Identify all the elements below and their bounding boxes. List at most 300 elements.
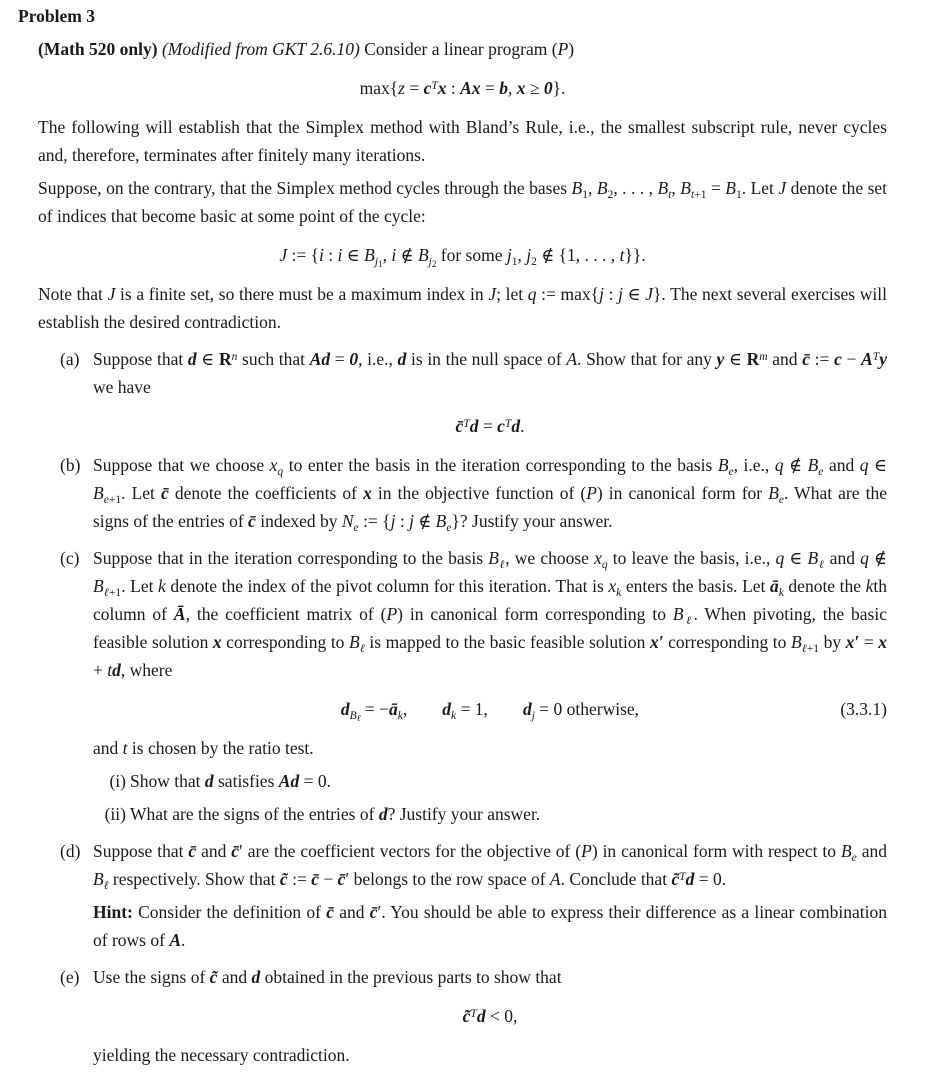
text-run: ∉ — [783, 455, 808, 475]
text-run: , we choose — [505, 548, 595, 568]
text-run: ) in canonical form with respect to — [591, 841, 841, 861]
text-run: P — [586, 483, 597, 503]
text-run: = 0. — [694, 869, 727, 889]
text-run: x — [212, 632, 222, 652]
text-run: x′ — [845, 632, 860, 652]
text-run: c̄ — [248, 511, 256, 531]
text-run: for some — [436, 245, 507, 265]
text-run: ∈ — [724, 349, 747, 369]
text-run: B — [768, 483, 779, 503]
text-run: t — [668, 188, 672, 201]
text-run: j — [618, 284, 623, 304]
text-run: d — [378, 804, 388, 824]
text-run: . Let — [121, 576, 159, 596]
text-run: q — [774, 455, 784, 475]
text-run: j — [374, 255, 379, 268]
text-run: k — [158, 576, 166, 596]
text-run: }}. — [624, 245, 646, 265]
item-continuation — [38, 1041, 887, 1069]
text-run: Use the signs of — [93, 967, 210, 987]
text-run: ∈ — [342, 245, 365, 265]
text-run: to enter the basis in the iteration corresponding to the basis — [283, 455, 718, 475]
text-run: }? Justify your answer. — [451, 511, 613, 531]
text-run: c̄ — [369, 902, 378, 922]
list-item-e — [38, 963, 887, 991]
text-run: denote the set of indices that become basic at some point of the cycle: — [38, 178, 888, 226]
text-run: j — [531, 709, 535, 722]
text-run: , — [588, 178, 597, 198]
display-equation — [38, 241, 887, 269]
text-run: x — [594, 548, 602, 568]
paragraph — [38, 174, 887, 230]
text-run: z — [398, 78, 405, 98]
text-run: J — [488, 284, 497, 304]
text-run: e — [353, 521, 359, 534]
text-run: := { — [358, 511, 391, 531]
text-run: 2 — [431, 258, 437, 269]
text-run: J — [279, 245, 288, 265]
text-run: ℓ — [818, 558, 825, 571]
text-run: R — [746, 349, 760, 369]
text-run: What are the signs of the entries of — [130, 804, 379, 824]
text-run: Consider a linear program ( — [364, 39, 558, 59]
text-run: q — [527, 284, 537, 304]
paragraph — [38, 280, 887, 336]
item-label: (b) — [60, 455, 81, 475]
text-run: Show that — [130, 771, 205, 791]
text-run: ∉ — [396, 245, 418, 265]
text-run: = 0. — [299, 771, 331, 791]
text-run: t — [122, 738, 128, 758]
text-run: . — [181, 930, 186, 950]
list-subitem-i — [38, 767, 887, 795]
text-run: , — [402, 699, 443, 719]
text-run: B — [807, 455, 819, 475]
text-run: j — [506, 245, 512, 265]
text-run: ) in canonical form corresponding to — [397, 604, 673, 624]
text-run: e — [778, 493, 785, 506]
text-run: denote the index of the pivot column for this iteration. That is — [165, 576, 609, 596]
text-run: = — [859, 632, 879, 652]
item-label: (i) — [109, 771, 126, 791]
text-run: A — [861, 349, 873, 369]
item-label: (c) — [60, 548, 80, 568]
text-run: e — [728, 465, 734, 478]
text-run: , . . . , — [613, 178, 658, 198]
text-run: +1 — [694, 188, 707, 201]
text-run: c̄ — [188, 841, 197, 861]
list-item-a — [38, 345, 887, 401]
text-run: B — [435, 511, 447, 531]
text-run: T — [872, 351, 880, 364]
text-run: Ax — [460, 78, 481, 98]
text-run: ; let — [496, 284, 528, 304]
text-run: i — [319, 245, 324, 265]
text-run: P — [581, 841, 592, 861]
text-run: + — [93, 660, 108, 680]
text-run: x′ — [649, 632, 664, 652]
text-run: y — [716, 349, 725, 369]
text-run: c̄ — [455, 416, 464, 436]
text-run: . Conclude that — [560, 869, 672, 889]
text-run: c̄ — [231, 841, 240, 861]
text-run: (Math 520 only) — [38, 39, 162, 59]
text-run: Hint: — [93, 902, 139, 922]
text-run: B — [680, 178, 691, 198]
text-run: ∈ — [196, 349, 219, 369]
text-run: B — [571, 178, 583, 198]
text-run: B — [364, 245, 375, 265]
list-item-c — [38, 544, 887, 684]
text-run: is in the null space of — [406, 349, 567, 369]
text-run: B — [717, 455, 729, 475]
text-run: . — [520, 416, 525, 436]
text-run: := { — [287, 245, 320, 265]
text-run: d — [442, 699, 452, 719]
text-run: max{ — [359, 78, 399, 98]
text-run: := — [287, 869, 312, 889]
text-run: , i.e., — [358, 349, 398, 369]
text-run: ′ belongs to the row space of — [345, 869, 550, 889]
text-run: such that — [237, 349, 310, 369]
text-run: j — [409, 511, 414, 531]
text-run: ℓ — [103, 586, 109, 599]
text-run: th column of — [93, 576, 887, 624]
text-run: 1 — [582, 188, 588, 201]
text-run: and — [217, 967, 252, 987]
text-run: q — [860, 548, 869, 568]
text-run: A — [549, 869, 561, 889]
text-run: c̄ — [161, 483, 169, 503]
text-run: ) — [568, 39, 575, 59]
text-run: c̃ — [209, 967, 218, 987]
text-run: c̃ — [279, 869, 288, 889]
text-run: 0 — [543, 78, 553, 98]
text-run: ∈ — [622, 284, 646, 304]
text-run: c̄ — [326, 902, 334, 922]
text-run: B — [840, 841, 852, 861]
text-run: c̄ — [802, 349, 810, 369]
text-run: B — [93, 869, 104, 889]
text-run: ℓ — [356, 712, 361, 723]
text-run: y — [879, 349, 887, 369]
text-run: Suppose that — [93, 349, 188, 369]
text-run: B — [672, 604, 684, 624]
item-label: (a) — [60, 349, 80, 369]
text-run: x — [608, 576, 617, 596]
text-run: = 0 otherwise, — [534, 699, 640, 719]
text-run: ℓ — [801, 642, 807, 655]
text-run: J — [778, 178, 787, 198]
text-run: corresponding to — [221, 632, 349, 652]
text-run: Ad — [309, 349, 331, 369]
text-run: k — [778, 586, 784, 599]
text-run: 1 — [378, 258, 383, 269]
text-run: Consider the definition of — [138, 902, 327, 922]
text-run: x — [363, 483, 372, 503]
text-run: : — [603, 284, 619, 304]
text-run: d — [522, 699, 532, 719]
text-run: P — [557, 39, 569, 59]
text-run: c — [497, 416, 505, 436]
item-label: (d) — [60, 841, 81, 861]
text-run: d — [476, 1006, 486, 1026]
text-run: − — [318, 869, 338, 889]
text-run: P — [386, 604, 398, 624]
text-run: 1 — [735, 188, 742, 201]
text-run: d — [187, 349, 197, 369]
text-run: q — [601, 558, 608, 571]
text-run: 2 — [607, 188, 614, 201]
text-run: R — [218, 349, 232, 369]
text-run: = − — [360, 699, 390, 719]
text-run: = 1, — [456, 699, 523, 719]
text-run: , i.e., — [733, 455, 775, 475]
text-run: 1 — [511, 255, 518, 268]
text-run: +1 — [108, 586, 122, 599]
text-run: satisfies — [213, 771, 279, 791]
text-run: k — [865, 576, 874, 596]
text-run: 2 — [531, 255, 537, 268]
text-run: A — [566, 349, 578, 369]
text-run: and — [823, 455, 860, 475]
text-run: B — [596, 178, 608, 198]
text-run: ā — [389, 699, 398, 719]
text-run: ℓ — [359, 642, 365, 655]
text-run: : — [323, 245, 338, 265]
text-run: T — [470, 1008, 477, 1021]
text-run: x — [878, 632, 888, 652]
text-run: and — [334, 902, 370, 922]
text-run: ℓ — [683, 614, 694, 627]
text-run: = — [706, 178, 726, 198]
text-run: = — [480, 78, 500, 98]
text-run: +1 — [108, 493, 122, 506]
text-run: and — [196, 841, 232, 861]
text-run: i — [391, 245, 397, 265]
text-run: , — [382, 245, 392, 265]
display-equation — [93, 695, 887, 723]
display-equation — [93, 412, 887, 440]
text-run: . When pivoting, the basic feasible solution — [93, 604, 887, 652]
text-run: J — [645, 284, 654, 304]
text-run: − — [841, 349, 862, 369]
text-run: d — [397, 349, 407, 369]
text-run: ℓ — [103, 879, 109, 892]
text-run: +1 — [806, 642, 820, 655]
text-run: B — [488, 548, 499, 568]
text-run: Note that — [38, 284, 108, 304]
text-run: 0 — [349, 349, 359, 369]
text-run: Suppose that — [93, 841, 189, 861]
text-run: B — [93, 483, 104, 503]
text-run: n — [231, 351, 238, 364]
text-run: i — [337, 245, 343, 265]
text-run: is a finite set, so there must be a maximum index in — [115, 284, 489, 304]
text-run: = — [478, 416, 498, 436]
list-subitem-ii — [38, 800, 887, 828]
text-run: d — [112, 660, 121, 680]
text-run: c — [423, 78, 432, 98]
text-run: d — [511, 416, 521, 436]
text-run: Suppose, on the contrary, that the Simplex method cycles through the bases — [38, 178, 572, 198]
content-column — [18, 2, 888, 1069]
text-run: e — [446, 521, 452, 534]
text-run: Ā — [173, 604, 186, 624]
text-run: Suppose that in the iteration corresponding to the basis — [93, 548, 489, 568]
text-run: m — [759, 351, 768, 364]
text-run: in the objective function of ( — [371, 483, 587, 503]
list-item-d — [38, 837, 887, 893]
text-run: d — [340, 699, 350, 719]
paragraph — [38, 35, 887, 63]
text-run: = — [330, 349, 350, 369]
text-run: j — [428, 255, 432, 268]
text-run: is chosen by the ratio test. — [127, 738, 314, 758]
text-run: ′. You should be able to express their difference as a linear combination of rows of — [93, 902, 887, 950]
text-run: k — [616, 586, 622, 599]
text-run: is mapped to the basic feasible solution — [364, 632, 650, 652]
text-run: denote the — [783, 576, 866, 596]
text-run: T — [679, 871, 686, 884]
text-run: q — [775, 548, 785, 568]
text-run: j — [599, 284, 604, 304]
text-run: e — [818, 465, 824, 478]
text-run: x — [269, 455, 278, 475]
text-run: Suppose that we choose — [93, 455, 270, 475]
text-run: T — [431, 80, 438, 93]
text-run: : — [395, 511, 410, 531]
text-run: e — [103, 493, 109, 506]
text-run: }. The next several exercises will establish the desired contradiction. — [38, 284, 887, 332]
text-run: ≥ — [525, 78, 544, 98]
text-run: t — [619, 245, 625, 265]
text-run: N — [341, 511, 354, 531]
text-run: k — [451, 709, 457, 722]
text-run: . Show that for any — [577, 349, 717, 369]
text-run: B — [657, 178, 669, 198]
text-run: q — [277, 465, 284, 478]
text-run: corresponding to — [663, 632, 791, 652]
text-run: ∈ — [784, 548, 808, 568]
text-run: (Modified from GKT 2.6.10) — [161, 39, 365, 59]
text-run: = — [404, 78, 424, 98]
display-equation — [38, 74, 887, 102]
text-run: and — [856, 841, 887, 861]
text-run: and — [824, 548, 861, 568]
display-equation — [93, 1002, 887, 1030]
text-run: , the coefficient matrix of ( — [185, 604, 387, 624]
text-run: enters the basis. Let — [621, 576, 770, 596]
list-item-b — [38, 451, 887, 535]
text-run: B — [790, 632, 802, 652]
text-run: . Let — [741, 178, 779, 198]
text-run: c̄ — [337, 869, 346, 889]
text-run: B — [93, 576, 104, 596]
text-run: denote the coefficients of — [168, 483, 364, 503]
text-run: to leave the basis, i.e., — [607, 548, 776, 568]
text-run: x — [516, 78, 526, 98]
text-run: T — [504, 418, 512, 431]
text-run: we have — [93, 377, 151, 397]
text-run: T — [463, 418, 470, 431]
text-run: k — [397, 709, 403, 722]
text-run: yielding the necessary contradiction. — [93, 1045, 350, 1065]
text-run: t — [107, 660, 113, 680]
text-run: A — [169, 930, 181, 950]
text-run: ∈ — [868, 455, 887, 475]
text-run: by — [819, 632, 846, 652]
text-run: Ad — [278, 771, 300, 791]
text-run: and — [767, 349, 803, 369]
text-run: B — [348, 632, 360, 652]
item-continuation — [38, 898, 887, 954]
text-run: c̃ — [671, 869, 680, 889]
text-run: respectively. Show that — [108, 869, 280, 889]
text-run: ∉ — [868, 548, 887, 568]
text-run: , — [507, 78, 517, 98]
text-run: c̃ — [462, 1006, 471, 1026]
item-label: (e) — [60, 967, 80, 987]
text-run: e — [851, 851, 857, 864]
text-run: d — [685, 869, 695, 889]
text-run: The following will establish that the Simplex method with Bland’s Rule, i.e., the smallest subscript rule, never cycles and, therefore, terminates after finitely many iterations. — [38, 117, 887, 165]
text-run: B — [725, 178, 736, 198]
text-run: B — [807, 548, 819, 568]
text-run: := — [810, 349, 835, 369]
text-run: ∉ {1, . . . , — [536, 245, 620, 265]
text-run: ∉ — [413, 511, 436, 531]
text-run: and — [93, 738, 123, 758]
text-run: j — [390, 511, 396, 531]
text-run: . What are the signs of the entries of — [93, 483, 887, 531]
item-continuation — [38, 734, 887, 762]
text-run: c — [834, 349, 842, 369]
text-run: ? Justify your answer. — [387, 804, 541, 824]
text-run: d — [204, 771, 214, 791]
text-run: , — [517, 245, 527, 265]
text-run: d — [251, 967, 261, 987]
text-run: c̄ — [311, 869, 319, 889]
text-run: Problem 3 — [18, 6, 95, 26]
text-run: . Let — [121, 483, 161, 503]
text-run: : — [446, 78, 461, 98]
text-run: ′ are the coefficient vectors for the objective of ( — [239, 841, 582, 861]
text-run: t — [690, 188, 695, 201]
text-run: j — [526, 245, 532, 265]
equation-number: (3.3.1) — [840, 699, 887, 719]
text-run: obtained in the previous parts to show that — [260, 967, 562, 987]
text-run: b — [499, 78, 508, 98]
text-run: , where — [120, 660, 173, 680]
text-run: d — [469, 416, 479, 436]
text-run: B — [417, 245, 429, 265]
text-run: ā — [769, 576, 779, 596]
text-run: B — [349, 709, 357, 722]
text-run: x — [437, 78, 447, 98]
problem-title — [18, 2, 887, 30]
text-run: q — [859, 455, 869, 475]
item-label: (ii) — [104, 804, 126, 824]
text-run: ℓ — [498, 558, 506, 571]
text-run: J — [107, 284, 116, 304]
text-run: indexed by — [255, 511, 342, 531]
text-run: < 0, — [485, 1006, 518, 1026]
text-run: }. — [552, 78, 566, 98]
text-run: , — [671, 178, 681, 198]
paragraph — [38, 113, 887, 169]
text-run: := max{ — [536, 284, 600, 304]
